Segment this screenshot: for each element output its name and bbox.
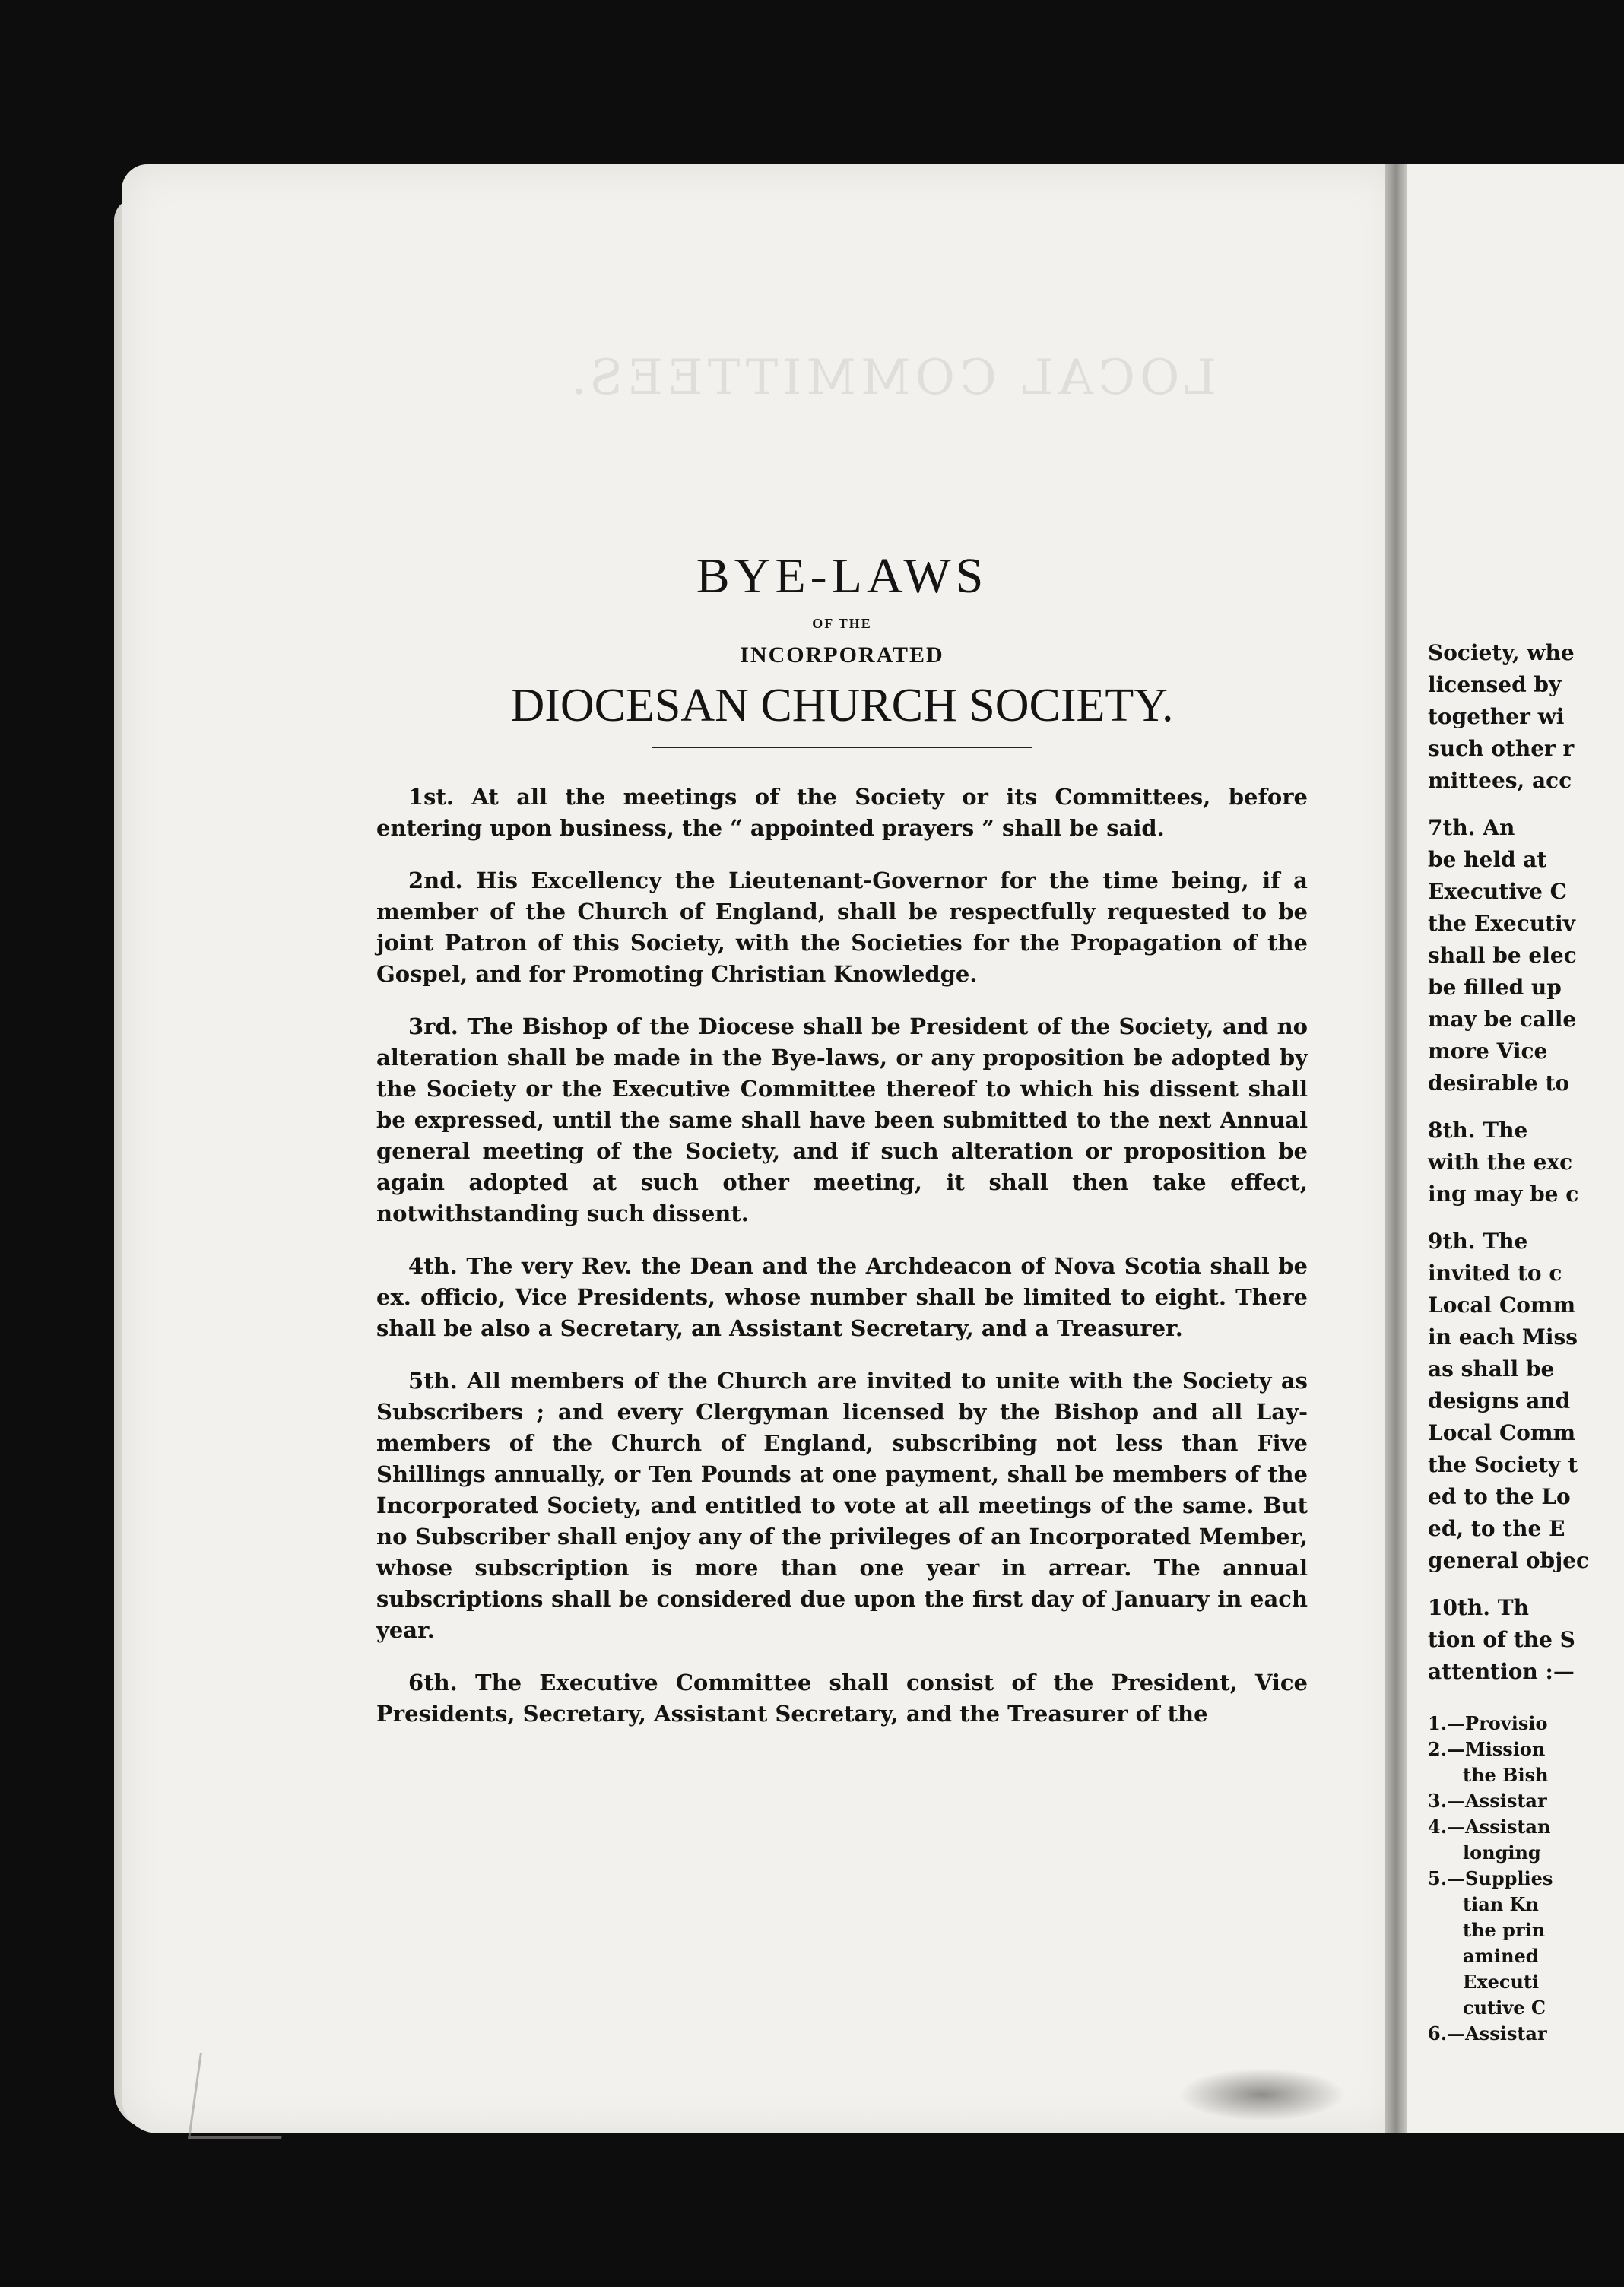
next-page-line: 7th. An (1428, 815, 1515, 840)
next-page-line: as shall be (1428, 1356, 1555, 1381)
next-page-line: the Executiv (1428, 911, 1575, 936)
bye-law-paragraph (376, 865, 1308, 990)
next-page-line: 6.—Assistar (1428, 2022, 1547, 2044)
next-page-line: licensed by (1428, 672, 1562, 697)
next-page-line: shall be elec (1428, 943, 1577, 968)
next-page-line: ing may be c (1428, 1182, 1579, 1207)
next-page-line: Executi (1463, 1971, 1540, 1993)
paragraph-number: 2nd. (408, 868, 463, 893)
right-page (1407, 164, 1624, 2133)
next-page-line: 4.—Assistan (1428, 1816, 1551, 1838)
folded-corner (188, 2053, 293, 2139)
next-page-line: general objec (1428, 1548, 1590, 1573)
paragraph-text: The very Rev. the Dean and the Archdeacon of Nova Scotia shall be ex. officio, Vice Presidents, whose number shall be limited to eight. There shall be also a Secretary, an Assistant Secretary, and a Treasurer. (376, 1253, 1308, 1341)
paragraph-number: 6th. (408, 1670, 458, 1695)
next-page-line: attention :— (1428, 1659, 1575, 1684)
subtitle-of-the: OF THE (812, 616, 872, 631)
bye-law-paragraph (376, 1667, 1308, 1730)
page-stain (1178, 2068, 1346, 2121)
next-page-line: ed to the Lo (1428, 1484, 1571, 1509)
next-page-line: tion of the S (1428, 1627, 1575, 1652)
next-page-line: 9th. The (1428, 1229, 1528, 1254)
next-page-line: with the exc (1428, 1150, 1573, 1175)
paragraph-number: 3rd. (408, 1013, 458, 1039)
next-page-line: more Vice (1428, 1039, 1548, 1064)
next-page-line: be filled up (1428, 975, 1562, 1000)
next-page-line: desirable to (1428, 1071, 1570, 1096)
document-title: BYE-LAWS (696, 548, 988, 604)
paragraph-text: All members of the Church are invited to unite with the Society as Subscribers ; and every Clergyman licensed by the Bishop and all Lay-members of the Church of England, subscribing not less than Five Shillings annually, or Ten Pounds at one payment, shall be members of the Incorporated Society, and entitled to vote at all meetings of the same. But no Subscriber shall enjoy any of the privileges of an Incorporated Member, whose subscription is more than one year in arrear. The annual subscriptions shall be considered due upon the first day of January in each year. (376, 1368, 1308, 1643)
bleed-through-text: LOCAL COMMITTEES. (566, 350, 1216, 406)
next-page-line: may be calle (1428, 1007, 1577, 1032)
bye-law-paragraph (376, 1251, 1308, 1344)
paragraph-text: The Bishop of the Diocese shall be President of the Society, and no alteration shall be made in the Bye-laws, or any proposition be adopted by the Society or the Executive Committee thereof to which his dissent shall be expressed, until the same shall have been submitted to the next Annual general meeting of the Society, and if such alteration or proposition be again adopted at such other meeting, it shall then take effect, notwithstanding such dissent. (376, 1013, 1308, 1226)
next-page-line: the prin (1463, 1919, 1546, 1941)
next-page-line: Local Comm (1428, 1420, 1576, 1445)
paragraph-number: 4th. (408, 1253, 458, 1279)
paragraph-text: At all the meetings of the Society or its Committees, before entering upon business, the “ appointed prayers ” shall be said. (376, 784, 1308, 841)
book-gutter (1385, 164, 1407, 2133)
paragraph-number: 1st. (408, 784, 454, 810)
bye-law-paragraph (376, 1011, 1308, 1229)
next-page-line: longing (1463, 1841, 1541, 1864)
next-page-line: invited to c (1428, 1261, 1562, 1286)
society-name: DIOCESAN CHURCH SOCIETY. (510, 680, 1174, 731)
next-page-line: 5.—Supplies (1428, 1867, 1553, 1889)
next-page-line: 3.—Assistar (1428, 1790, 1547, 1812)
next-page-line: Local Comm (1428, 1293, 1576, 1318)
paragraph-number: 5th. (408, 1368, 458, 1394)
next-page-line: together wi (1428, 704, 1565, 729)
subtitle-incorporated: INCORPORATED (740, 642, 944, 668)
next-page-line: 2.—Mission (1428, 1738, 1546, 1760)
next-page-line: cutive C (1463, 1997, 1546, 2019)
next-page-line: ed, to the E (1428, 1516, 1565, 1541)
next-page-line: the Bish (1463, 1764, 1549, 1786)
page-content (376, 547, 1308, 1751)
next-page-line: amined (1463, 1945, 1539, 1967)
next-page-line: in each Miss (1428, 1324, 1578, 1350)
next-page-line: designs and (1428, 1388, 1571, 1413)
next-page-line: 1.—Provisio (1428, 1712, 1548, 1734)
next-page-line: Society, whe (1428, 640, 1575, 665)
title-rule (652, 747, 1032, 748)
next-page-line: the Society t (1428, 1452, 1578, 1477)
next-page-line: such other r (1428, 736, 1575, 761)
next-page-line: mittees, acc (1428, 768, 1572, 793)
bye-law-paragraph (376, 1366, 1308, 1646)
next-page-line: 8th. The (1428, 1118, 1528, 1143)
next-page-line: be held at (1428, 847, 1547, 872)
paragraph-text: His Excellency the Lieutenant-Governor for the time being, if a member of the Church of England, shall be respectfully requested to be joint Patron of this Society, with the Societies for the Propagation of the Gospel, and for Promoting Christian Knowledge. (376, 868, 1308, 987)
next-page-line: Executive C (1428, 879, 1567, 904)
bye-law-paragraph (376, 782, 1308, 844)
next-page-line: 10th. Th (1428, 1595, 1529, 1620)
paragraph-text: The Executive Committee shall consist of the President, Vice Presidents, Secretary, Assistant Secretary, and the Treasurer of the (376, 1670, 1308, 1727)
next-page-line: tian Kn (1463, 1893, 1539, 1915)
